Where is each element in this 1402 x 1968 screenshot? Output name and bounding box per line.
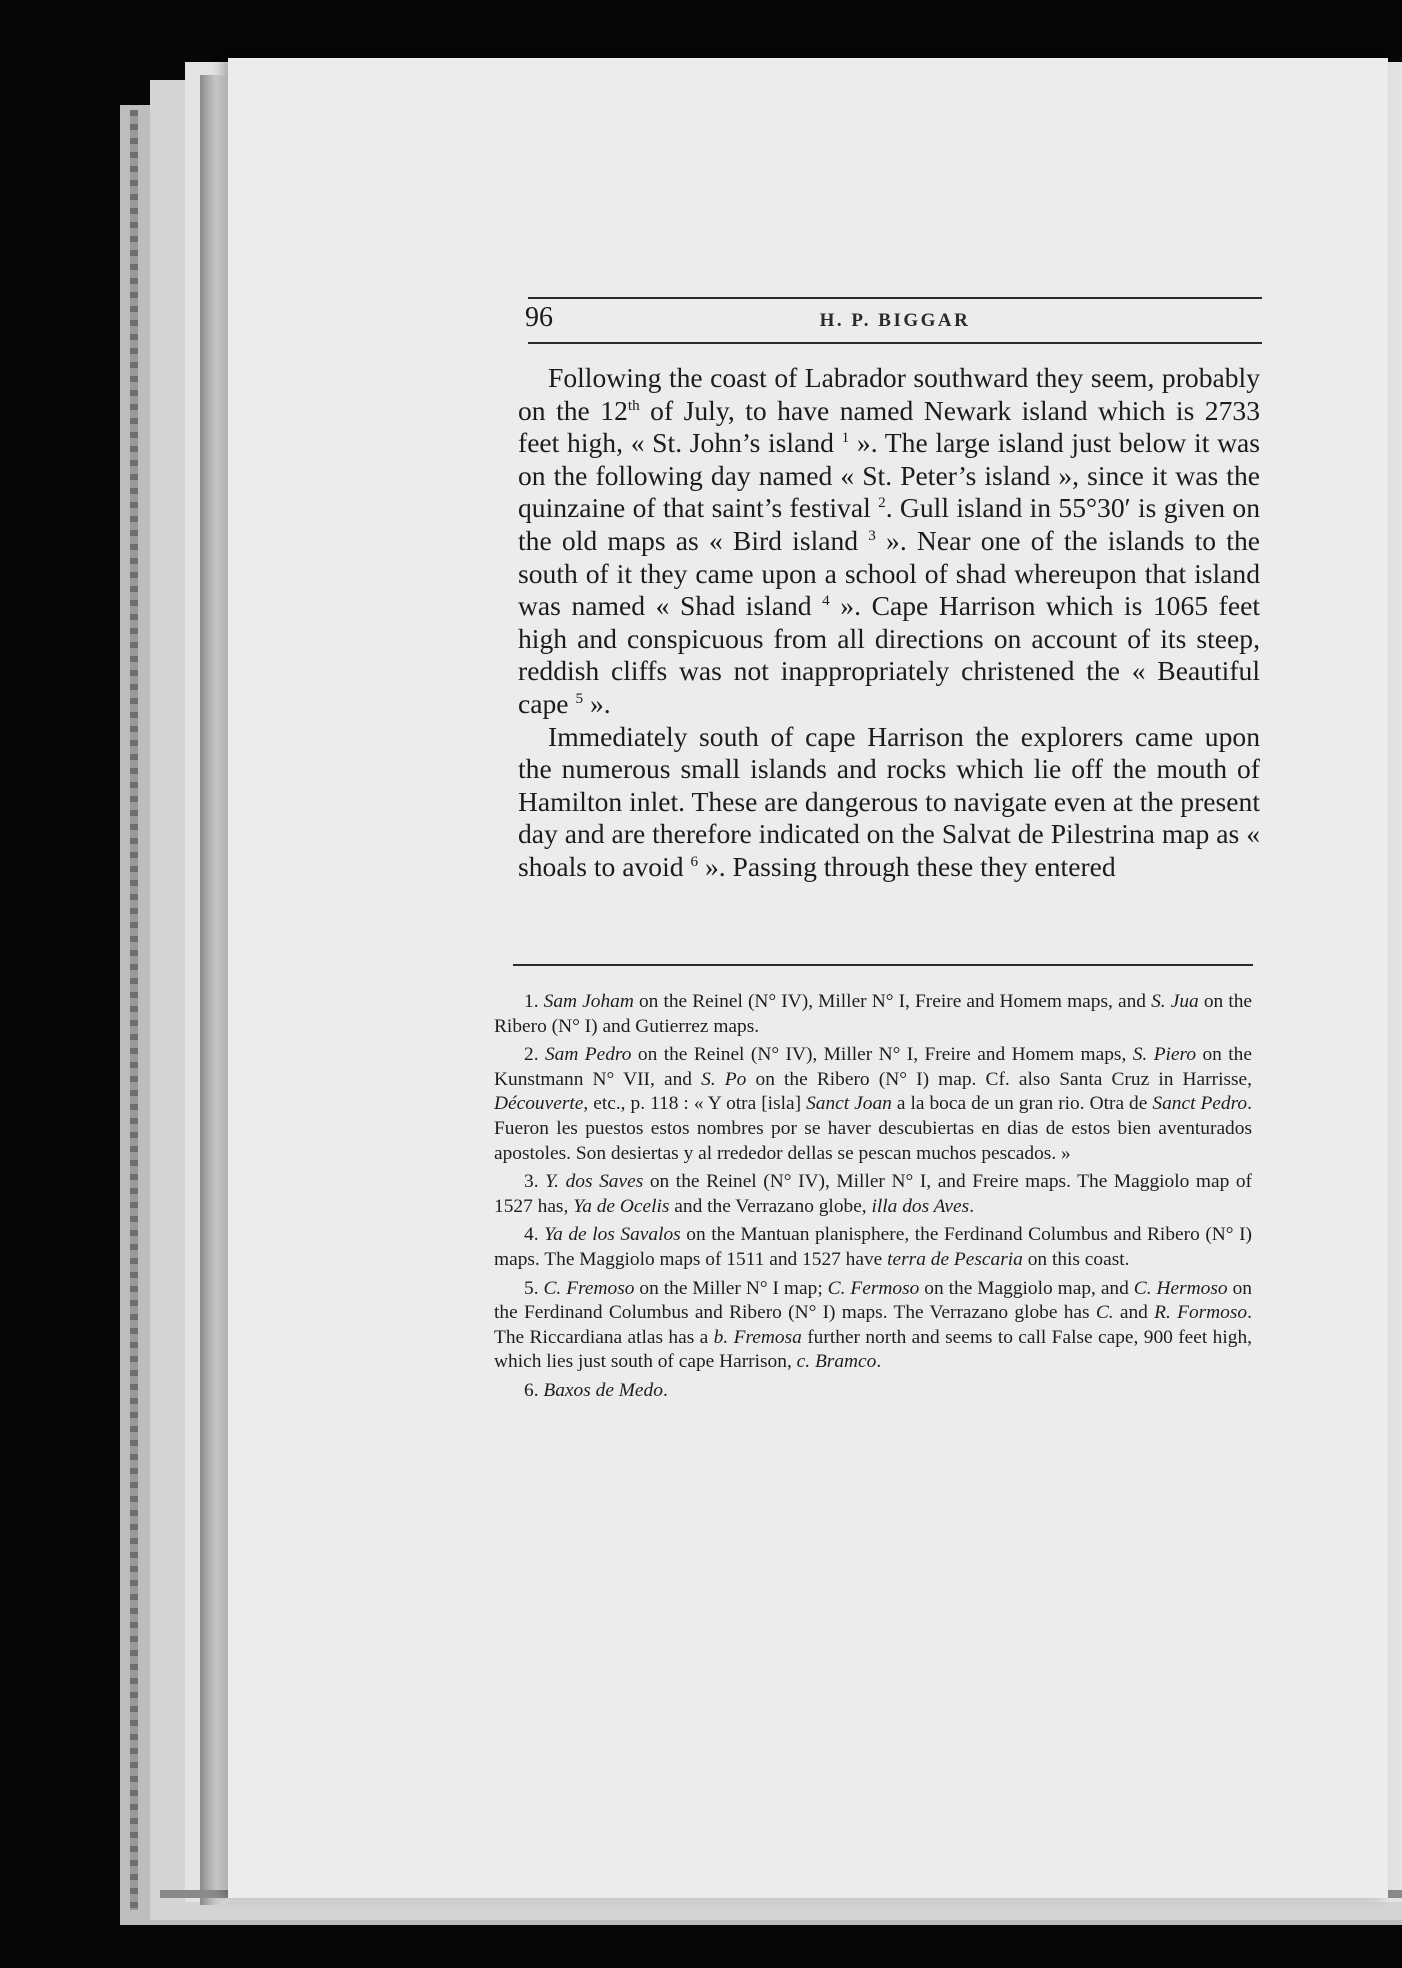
footnotes	[494, 990, 1252, 1408]
footnote-ref-3: 3	[868, 527, 876, 545]
superscript-ordinal: th	[627, 396, 640, 414]
page-number: 96	[525, 302, 553, 333]
footnote-ref-2: 2	[878, 494, 886, 512]
book-page	[228, 58, 1388, 1898]
footnote-2: 2. Sam Pedro on the Reinel (N° IV), Miller N° I, Freire and Homem maps, S. Piero on the Kunstmann N° VII, and S. Po on the Ribero (N° I) map. Cf. also Santa Cruz in Harrisse, Découverte, etc., p. 118 : « Y otra [isla] Sanct Joan a la boca de un gran rio. Otra de Sanct Pedro. Fueron les puestos estos nombres por se haver descubiertas en dias de estos bien aventurados apostoles. Son desiertas y al rrededor dellas se pescan muchos pescados. »	[494, 1044, 1252, 1164]
header-top-rule	[528, 297, 1262, 299]
body-text	[518, 362, 1260, 884]
footnote-6: 6. Baxos de Medo.	[524, 1379, 668, 1401]
footnote-1: 1. Sam Joham on the Reinel (N° IV), Miller N° I, Freire and Homem maps, and S. Jua on the Ribero (N° I) and Gutierrez maps.	[494, 991, 1253, 1037]
footnote-5: 5. C. Fremoso on the Miller N° I map; C. Fermoso on the Maggiolo map, and C. Hermoso on the Ferdinand Columbus and Ribero (N° I) maps. The Verrazano globe has C. and R. Formoso. The Riccardiana atlas has a b. Fremosa further north and seems to call False cape, 900 feet high, which lies just south of cape Harrison, c. Bramco.	[494, 1277, 1252, 1373]
footnote-ref-1: 1	[841, 429, 850, 447]
footnote-ref-4: 4	[822, 592, 830, 610]
running-head-author: H. P. BIGGAR	[819, 310, 971, 331]
footnote-ref-6: 6	[690, 853, 699, 871]
page-gutter	[200, 75, 226, 1905]
footnote-ref-5: 5	[575, 690, 584, 708]
footnote-separator-rule	[513, 964, 1253, 966]
binding-edge	[130, 110, 138, 1910]
paragraph-1: Following the coast of Labrador southward they seem, probably on the 12th of July, to have named Newark island which is 2733 feet high, « St. John’s island $^1$ ». The large island just below it was on the following day named « St. Peter’s island », since it was the quinzaine of that saint’s festival $^2$. Gull island in 55°30′ is given on the old maps as « Bird island $^3$ ». Near one of the islands to the south of it they came upon a school of shad whereupon that island was named « Shad island $^4$ ». Cape Harrison which is 1065 feet high and conspicuous from all directions on account of its steep, reddish cliffs was not inappropriately christened the « Beautiful cape $^5$ ».	[518, 362, 1260, 719]
footnote-4: 4. Ya de los Savalos on the Mantuan planisphere, the Ferdinand Columbus and Ribero (N° I) maps. The Maggiolo maps of 1511 and 1527 have terra de Pescaria on this coast.	[494, 1224, 1253, 1270]
header-bottom-rule	[528, 342, 1262, 344]
footnote-3: 3. Y. dos Saves on the Reinel (N° IV), Miller N° I, and Freire maps. The Maggiolo map of 1527 has, Ya de Ocelis and the Verrazano globe, illa dos Aves.	[494, 1171, 1253, 1217]
paragraph-2: Immediately south of cape Harrison the explorers came upon the numerous small islands and rocks which lie off the mouth of Hamilton inlet. These are dangerous to navigate even at the present day and are therefore indicated on the Salvat de Pilestrina map as « shoals to avoid $^6$ ». Passing through these they entered	[518, 720, 1260, 882]
